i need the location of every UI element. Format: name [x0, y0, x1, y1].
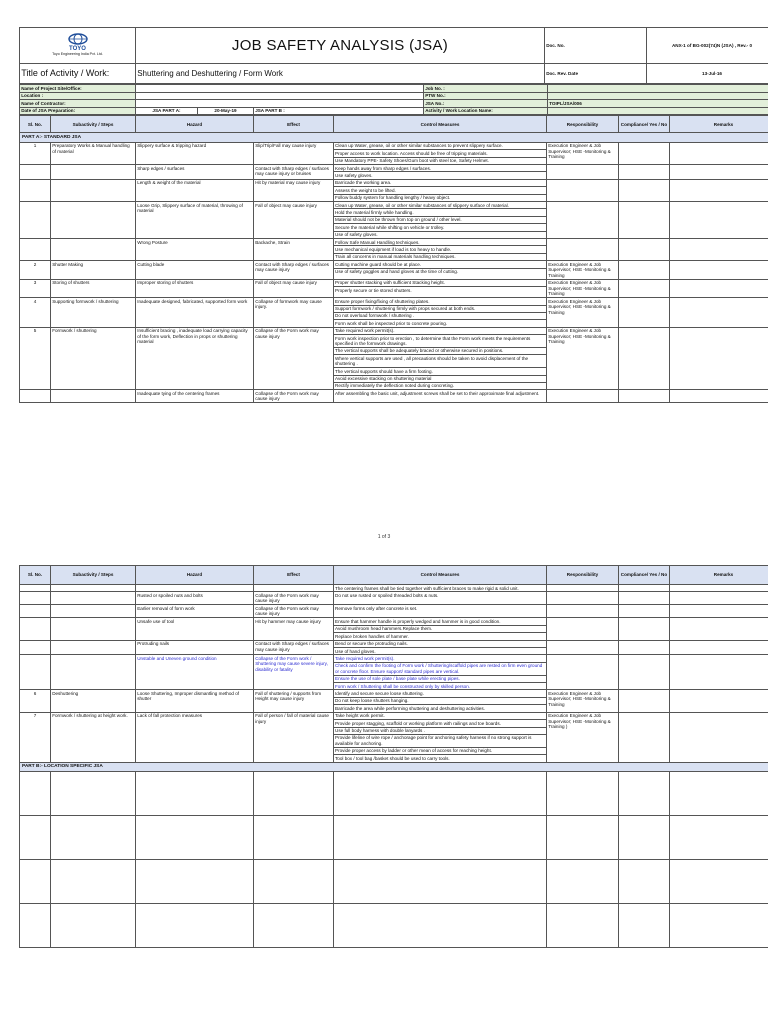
control-measure-item: Use of safety gloves. — [335, 232, 378, 238]
control-measure-item: Hold the material firmly while handling. — [334, 209, 546, 216]
control-measure-item: Do not overload formwork / shuttering . — [334, 313, 546, 320]
row-hazard: Wrong Posture — [136, 239, 254, 261]
control-measure-item: Use of safety goggles and hand gloves at the time of cutting. — [335, 269, 459, 275]
row-hazard: Loose Grip, Slippery surface of material, throwing of material — [136, 202, 254, 239]
row-sl-no — [20, 165, 51, 180]
row-effect: Contact with Sharp edges / surfaces may cause injury or bruises — [254, 165, 334, 180]
row-compliance[interactable] — [619, 165, 670, 180]
col-sl-no: Sl. No. — [20, 116, 51, 133]
col-remarks: Remarks — [670, 566, 768, 585]
activity-location-label: Activity / Work Location Name: — [424, 107, 548, 115]
row-remarks[interactable] — [670, 585, 768, 592]
row-compliance[interactable] — [619, 261, 670, 279]
activity-location-value[interactable] — [548, 107, 768, 115]
row-control-measures — [334, 390, 547, 403]
row-control-measures — [334, 327, 547, 390]
row-remarks[interactable] — [670, 142, 768, 164]
row-compliance[interactable] — [619, 179, 670, 201]
row-responsibility — [547, 179, 619, 201]
ptw-value[interactable] — [548, 92, 768, 100]
row-sl-no: 1 — [20, 142, 51, 164]
control-measure-item: Assess the weight to be lifted. — [334, 187, 546, 194]
jsa-page-1 — [19, 27, 768, 403]
row-remarks[interactable] — [670, 298, 768, 328]
row-remarks[interactable] — [670, 327, 768, 390]
row-control-measures — [334, 605, 547, 618]
col-control-measures: Control Measures — [334, 116, 547, 133]
control-measure-item: Follow buddy system for handling lengthy / heavy object. — [335, 195, 451, 201]
row-hazard — [136, 585, 254, 592]
row-compliance[interactable] — [619, 592, 670, 605]
control-measure-item: Use of hand gloves. — [335, 648, 376, 654]
control-measure-item: Use Mandatory PPE- Safety Shoes/Gum boot with steel toe, Safety Helmet. — [335, 158, 489, 164]
row-sl-no: 6 — [20, 690, 51, 712]
row-responsibility — [547, 640, 619, 655]
row-responsibility — [547, 202, 619, 239]
site-value[interactable] — [136, 85, 424, 93]
row-remarks[interactable] — [670, 239, 768, 261]
control-measure-item: Rectify immediately the deflection noted during concreting. — [335, 383, 454, 389]
control-measure-item: Replace broken handles of hammer. — [335, 633, 409, 639]
part-a-label: JSA PART A: — [136, 107, 198, 115]
row-effect: Collapse of the Form work may cause injury — [254, 592, 334, 605]
row-responsibility — [547, 390, 619, 403]
row-effect: Slip/Trip/Fall may cause injury — [254, 142, 334, 164]
row-subactivity — [51, 179, 136, 201]
row-responsibility: Execution Engineer & Job Supervisor; HSE -Monitoring & Training ) — [547, 712, 619, 762]
row-control-measures — [334, 142, 547, 164]
part-b-row — [20, 771, 768, 815]
table-row — [20, 239, 768, 261]
control-measure-item: Do not keep loose shutters hanging. — [334, 698, 546, 705]
col-responsibility: Responsibility — [547, 566, 619, 585]
control-measure-item: Clean up Water, grease, oil or other similar substances to prevent slippery surface. — [334, 143, 546, 150]
row-compliance[interactable] — [619, 202, 670, 239]
row-control-measures — [334, 655, 547, 690]
control-measure-item: Proper access to work location. Access should be free of tripping materials. — [334, 150, 546, 157]
row-compliance[interactable] — [619, 298, 670, 328]
activity-value: Shuttering and Deshuttering / Form Work — [136, 64, 545, 84]
row-effect: Backache, Strain — [254, 239, 334, 261]
row-control-measures — [334, 239, 547, 261]
row-hazard: Length & weight of the material — [136, 179, 254, 201]
row-sl-no — [20, 179, 51, 201]
control-measure-item: Train all concerns in manual materials handling techniques. — [335, 254, 456, 260]
row-control-measures — [334, 179, 547, 201]
table-row — [20, 585, 768, 592]
table-row — [20, 202, 768, 239]
row-compliance[interactable] — [619, 585, 670, 592]
row-subactivity — [51, 390, 136, 403]
row-effect: Collapse of the Form work may cause injury — [254, 327, 334, 390]
control-measure-item: The vertical supports shall be adequately braced or otherwise secured in positions. — [334, 348, 546, 355]
row-sl-no — [20, 592, 51, 605]
toyo-logo-icon — [67, 33, 89, 45]
row-remarks[interactable] — [670, 179, 768, 201]
control-measure-item: Take required work permit(s). — [334, 328, 546, 335]
row-control-measures — [334, 592, 547, 605]
jsa-info-table — [19, 84, 768, 115]
row-effect: Fall of object may cause injury — [254, 202, 334, 239]
control-measure-item: Form work inspection prior to erection , to determine that the Form work meets the requirements specified in the formwork drawings. — [334, 335, 546, 348]
jsa-header-table — [19, 27, 768, 84]
row-effect: Collapse of the Form work may cause injury — [254, 390, 334, 403]
row-remarks[interactable] — [670, 390, 768, 403]
row-effect: Fall of object may cause injury — [254, 279, 334, 297]
control-measure-item: Provide lifeline of wire rope / anchorage point for anchoring safety harness if no strong support is available for anchoring. — [334, 735, 546, 748]
jsa-rows-page-1 — [20, 142, 768, 403]
control-measure-item: Tool box / tool bag /basket should be used to carry tools. — [335, 755, 450, 761]
row-hazard: Insufficient bracing , inadequate load carrying capacity of the form work, Deflection in props or shuttering material — [136, 327, 254, 390]
row-responsibility: Execution Engineer & Job Supervisor; HSE -Monitoring & Training — [547, 690, 619, 712]
jsa-rows-page-2 — [20, 585, 768, 763]
table-row — [20, 690, 768, 712]
row-subactivity — [51, 165, 136, 180]
col-responsibility: Responsibility — [547, 116, 619, 133]
control-measure-item: Avoid excessive stacking on shuttering material — [334, 376, 546, 383]
row-responsibility: Execution Engineer & Job Supervisor; HSE -Monitoring & Training — [547, 279, 619, 297]
row-subactivity — [51, 202, 136, 239]
row-responsibility — [547, 585, 619, 592]
row-hazard: Improper storing of shutters — [136, 279, 254, 297]
row-subactivity — [51, 592, 136, 605]
part-b-row — [20, 903, 768, 947]
control-measure-item: Remove forms only after concrete is set. — [335, 605, 418, 611]
row-sl-no: 3 — [20, 279, 51, 297]
control-measure-item: Check and confirm the footing of Form work / Shuttering/scaffold pipes are rested on firm even ground or concrete floor. Ensure support/ standard pipes are vertical. — [334, 663, 546, 676]
control-measure-item: Provide proper access by ladder or other mean of access for reaching height. — [334, 748, 546, 755]
control-measure-item: Take height work permit. — [334, 713, 546, 720]
control-measure-item: Cutting machine guard should be at place. — [334, 261, 546, 268]
row-compliance[interactable] — [619, 239, 670, 261]
row-responsibility: Execution Engineer & Job Supervisor; HSE -Monitoring & Training — [547, 261, 619, 279]
row-compliance[interactable] — [619, 142, 670, 164]
col-effect: Effect — [254, 116, 334, 133]
jsa-page-2 — [19, 565, 768, 948]
row-hazard: Rusted or spoiled nuts and bolts — [136, 592, 254, 605]
control-measure-item: Ensure that hammer handle is properly wedged and hammer is in good condition. — [334, 618, 546, 625]
col-compliance: Compliance/ Yes / No — [619, 566, 670, 585]
row-sl-no — [20, 239, 51, 261]
row-subactivity — [51, 585, 136, 592]
part-b-row — [20, 859, 768, 903]
row-responsibility: Execution Engineer & Job Supervisor; HSE -Monitoring & Training — [547, 142, 619, 164]
activity-label: Title of Activity / Work: — [20, 64, 136, 84]
document-title: JOB SAFETY ANALYSIS (JSA) — [136, 28, 545, 64]
control-measure-item: Use full body harness with double lanyards . — [334, 728, 546, 735]
row-effect: Fall of person / fall of material cause injury — [254, 712, 334, 762]
table-row — [20, 592, 768, 605]
part-b-row — [20, 815, 768, 859]
row-sl-no — [20, 202, 51, 239]
row-effect: Contact with Sharp edges / surfaces may cause injury — [254, 640, 334, 655]
part-a-heading: PART A:- STANDARD JSA — [20, 133, 768, 142]
jsa-main-table-1 — [19, 115, 768, 403]
row-compliance[interactable] — [619, 640, 670, 655]
col-remarks: Remarks — [670, 116, 768, 133]
row-hazard: Unstable and Uneven ground condition — [136, 655, 254, 690]
jsa-no-value: TOIPL/JSA/006 — [548, 100, 768, 108]
row-remarks[interactable] — [670, 690, 768, 712]
control-measure-item: Use safety gloves. — [335, 172, 373, 178]
row-subactivity — [51, 640, 136, 655]
row-responsibility — [547, 592, 619, 605]
row-remarks[interactable] — [670, 655, 768, 690]
row-hazard: Lack of fall protection measures — [136, 712, 254, 762]
row-sl-no — [20, 390, 51, 403]
row-sl-no: 7 — [20, 712, 51, 762]
row-remarks[interactable] — [670, 618, 768, 640]
row-remarks[interactable] — [670, 605, 768, 618]
row-remarks[interactable] — [670, 202, 768, 239]
col-effect: Effect — [254, 566, 334, 585]
row-subactivity: Storing of shutters — [51, 279, 136, 297]
table-row — [20, 390, 768, 403]
col-control-measures: Control Measures — [334, 566, 547, 585]
col-hazard: Hazard — [136, 566, 254, 585]
row-remarks[interactable] — [670, 261, 768, 279]
row-sl-no — [20, 640, 51, 655]
jsa-main-table-2 — [19, 565, 768, 948]
location-value[interactable] — [136, 92, 424, 100]
doc-rev-value: 13-Jul-16 — [647, 64, 768, 84]
control-measure-item: Where vertical supports are used , all precautions should be taken to avoid displacement of the shuttering . — [334, 355, 546, 368]
row-hazard: Protruding nails — [136, 640, 254, 655]
row-control-measures — [334, 298, 547, 328]
row-subactivity: Formwork / shuttering at height work. — [51, 712, 136, 762]
control-measure-item: Identify and secure secure loose shuttering. — [334, 690, 546, 697]
row-sl-no: 5 — [20, 327, 51, 390]
row-control-measures — [334, 640, 547, 655]
row-compliance[interactable] — [619, 618, 670, 640]
location-label: Location : — [20, 92, 136, 100]
control-measure-item: Use mechanical equipment if load is too heavy to handle. — [334, 246, 546, 253]
control-measure-item: Ensure proper fixing/fixing of shuttering plates. — [334, 298, 546, 305]
jsa-no-label: JSA No.: — [424, 100, 548, 108]
row-effect: Fall of shuttering / supports from Height may cause injury — [254, 690, 334, 712]
row-control-measures — [334, 165, 547, 180]
table-row — [20, 142, 768, 164]
part-a-date: 20-May-19 — [198, 107, 254, 115]
row-remarks[interactable] — [670, 165, 768, 180]
row-control-measures — [334, 202, 547, 239]
row-hazard: Earlier removal of form work — [136, 605, 254, 618]
col-compliance: Compliance/ Yes / No — [619, 116, 670, 133]
table-row — [20, 298, 768, 328]
row-control-measures — [334, 585, 547, 592]
control-measure-item: Barricade the area while performing shuttering and deshuttering activities. — [335, 705, 485, 711]
row-compliance[interactable] — [619, 605, 670, 618]
row-hazard: Unsafe use of tool — [136, 618, 254, 640]
row-responsibility — [547, 165, 619, 180]
row-effect — [254, 585, 334, 592]
doc-no-label: Doc. No. — [545, 28, 647, 64]
control-measure-item: Avoid mushroom head hammers.Replace them. — [334, 626, 546, 633]
control-measure-item: Properly secure or tie stored shutters. — [335, 287, 412, 293]
row-hazard: Loose Shuttering, Improper dismantling method of shutter — [136, 690, 254, 712]
col-sl-no: Sl. No. — [20, 566, 51, 585]
logo-text: TOYO — [69, 45, 86, 52]
control-measure-item: The vertical supports should have a firm footing. — [334, 368, 546, 375]
row-control-measures — [334, 618, 547, 640]
row-control-measures — [334, 712, 547, 762]
control-measure-item: Form work / Shuttering shall be constructed only by skilled person. — [335, 683, 471, 689]
table-row — [20, 618, 768, 640]
table-row — [20, 640, 768, 655]
row-compliance[interactable] — [619, 279, 670, 297]
row-compliance[interactable] — [619, 390, 670, 403]
row-responsibility — [547, 239, 619, 261]
control-measure-item: Secure the material while shifting on vehicle or trolley. — [334, 224, 546, 231]
row-effect: Contact with Sharp edges / surfaces may cause injury — [254, 261, 334, 279]
row-hazard: Slippery surface & tripping hazard — [136, 142, 254, 164]
row-sl-no — [20, 585, 51, 592]
row-remarks[interactable] — [670, 592, 768, 605]
row-hazard: Cutting blade — [136, 261, 254, 279]
row-sl-no: 2 — [20, 261, 51, 279]
row-subactivity: Deshuttering — [51, 690, 136, 712]
row-subactivity: Supporting formwork / shuttering — [51, 298, 136, 328]
control-measure-item: Barricade the working area. — [334, 180, 546, 187]
control-measure-item: Ensure the use of sole plate / base plate while erecting pipes. — [334, 676, 546, 683]
row-hazard: Inadequate tying of the centering frames — [136, 390, 254, 403]
row-effect: Hit by material may cause injury — [254, 179, 334, 201]
job-no-label: Job No. : — [424, 85, 548, 93]
page-number: 1 of 3 — [377, 534, 391, 540]
row-hazard: Inadequate designed, fabricated, supported form work — [136, 298, 254, 328]
row-responsibility — [547, 655, 619, 690]
row-compliance[interactable] — [619, 712, 670, 762]
contractor-value[interactable] — [136, 100, 424, 108]
row-subactivity — [51, 605, 136, 618]
row-responsibility: Execution Engineer & Job Supervisor; HSE -Monitoring & Training — [547, 327, 619, 390]
row-effect: Collapse of the Form work / Shuttering may cause severe injury, disability or fatality — [254, 655, 334, 690]
ptw-label: PTW No.: — [424, 92, 548, 100]
doc-rev-label: Doc. Rev. Date — [545, 64, 647, 84]
row-responsibility — [547, 618, 619, 640]
control-measure-item: Provide proper stagging, scaffold or working platform with railings and toe boards. — [334, 720, 546, 727]
part-b-label: JSA PART B : — [254, 107, 424, 115]
row-compliance[interactable] — [619, 655, 670, 690]
row-subactivity — [51, 655, 136, 690]
row-effect: Collapse of formwork may cause injury. — [254, 298, 334, 328]
control-measure-item: The centering frames shall be tied together with sufficient braces to make rigid & solid unit. — [335, 585, 519, 591]
control-measure-item: Follow Safe Manual Handling techniques. — [334, 239, 546, 246]
site-label: Name of Project Site/Office: — [20, 85, 136, 93]
row-subactivity — [51, 239, 136, 261]
row-remarks[interactable] — [670, 712, 768, 762]
row-responsibility — [547, 605, 619, 618]
table-row — [20, 261, 768, 279]
row-control-measures — [334, 279, 547, 297]
row-compliance[interactable] — [619, 690, 670, 712]
col-hazard: Hazard — [136, 116, 254, 133]
control-measure-item: Bend or secure the protruding nails. — [334, 641, 546, 648]
row-control-measures — [334, 261, 547, 279]
table-row — [20, 605, 768, 618]
control-measure-item: Form work shall be inspected prior to concrete pouring. — [335, 320, 448, 326]
part-b-heading: PART B:- LOCATION SPECIFIC JSA — [20, 762, 768, 771]
control-measure-item: Clean up Water, grease, oil or other similar substances of slippery surface of material. — [334, 202, 546, 209]
logo-subtext: Toyo Engineering India Pvt. Ltd. — [52, 52, 103, 57]
row-control-measures — [334, 690, 547, 712]
table-row — [20, 179, 768, 201]
doc-no-value: ANX-1 of BG-002(74)N (JSA) , Rev.- 0 — [647, 28, 768, 64]
col-subactivity: Subactivity / Steps — [51, 116, 136, 133]
control-measure-item: After assembling the basic unit, adjustment screws shall be set to their approximate final adjustment. — [335, 390, 540, 396]
control-measure-item: Support formwork / shuttering firmly with props secured at both ends. — [334, 306, 546, 313]
row-sl-no — [20, 618, 51, 640]
table-row — [20, 327, 768, 390]
table-row — [20, 655, 768, 690]
row-sl-no: 4 — [20, 298, 51, 328]
row-subactivity: Shutter Making — [51, 261, 136, 279]
row-subactivity — [51, 618, 136, 640]
job-no-value[interactable] — [548, 85, 768, 93]
row-hazard: Sharp edges / surfaces — [136, 165, 254, 180]
table-row — [20, 279, 768, 297]
control-measure-item: Proper shutter stacking with sufficient Stacking height. — [334, 280, 546, 287]
table-row — [20, 165, 768, 180]
contractor-label: Name of Contractor: — [20, 100, 136, 108]
row-responsibility: Execution Engineer & Job Supervisor; HSE -Monitoring & Training — [547, 298, 619, 328]
control-measure-item: Take required work permit(s). — [334, 655, 546, 662]
row-remarks[interactable] — [670, 279, 768, 297]
row-subactivity: Formwork / shuttering — [51, 327, 136, 390]
col-subactivity: Subactivity / Steps — [51, 566, 136, 585]
control-measure-item: Keep hands away from sharp edges / surfaces. — [334, 165, 546, 172]
control-measure-item: Material should not be thrown from top on ground / other level. — [334, 217, 546, 224]
row-remarks[interactable] — [670, 640, 768, 655]
row-effect: Collapse of the Form work may cause injury — [254, 605, 334, 618]
row-compliance[interactable] — [619, 327, 670, 390]
table-row — [20, 712, 768, 762]
date-label: Date of JSA Preparation: — [20, 107, 136, 115]
row-sl-no — [20, 605, 51, 618]
row-sl-no — [20, 655, 51, 690]
company-logo — [20, 28, 136, 64]
control-measure-item: Do not use rusted or spoiled threaded bolts & nuts. — [335, 592, 439, 598]
row-effect: Hit by hammer may cause injury — [254, 618, 334, 640]
row-subactivity: Preparatory Works & Manual handling of material — [51, 142, 136, 164]
